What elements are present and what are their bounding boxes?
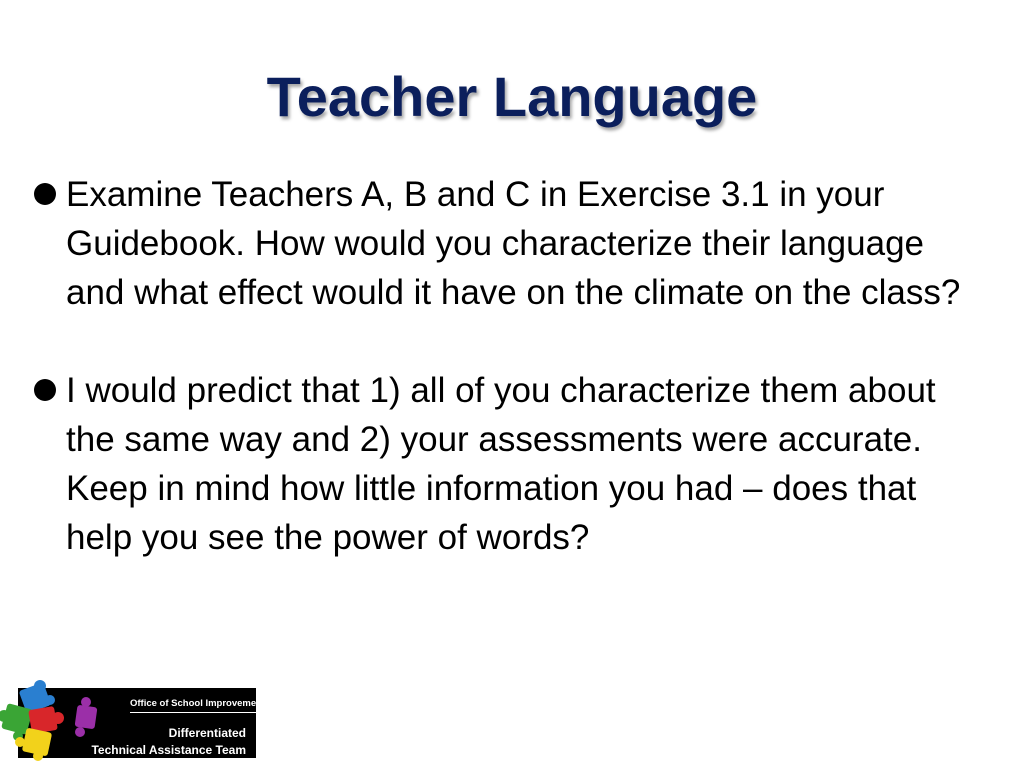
bullet-text: I would predict that 1) all of you characterize them about the same way and 2) your assessments were accurate. Keep in mind how little information you had – does that help you see the power of words? [66, 371, 936, 557]
bullet-dot-icon [34, 183, 56, 205]
bullet-item [30, 366, 990, 562]
logo-divider [130, 712, 266, 713]
puzzle-purple-piece [75, 697, 98, 737]
bullet-dot-icon [34, 379, 56, 401]
team-logo [0, 680, 266, 762]
logo-line2-text: Technical Assistance Team [91, 743, 246, 757]
slide-title: Teacher Language [266, 65, 758, 128]
logo-office-text: Office of School Improvement [130, 698, 266, 709]
bullet-text: Examine Teachers A, B and C in Exercise 3.1 in your Guidebook. How would you characterize their language and what effect would it have on the climate on the class? [66, 175, 961, 312]
logo-line1-text: Differentiated [168, 726, 246, 740]
bullet-list [30, 170, 990, 611]
bullet-item [30, 170, 990, 317]
puzzle-pieces-icon [0, 680, 110, 762]
